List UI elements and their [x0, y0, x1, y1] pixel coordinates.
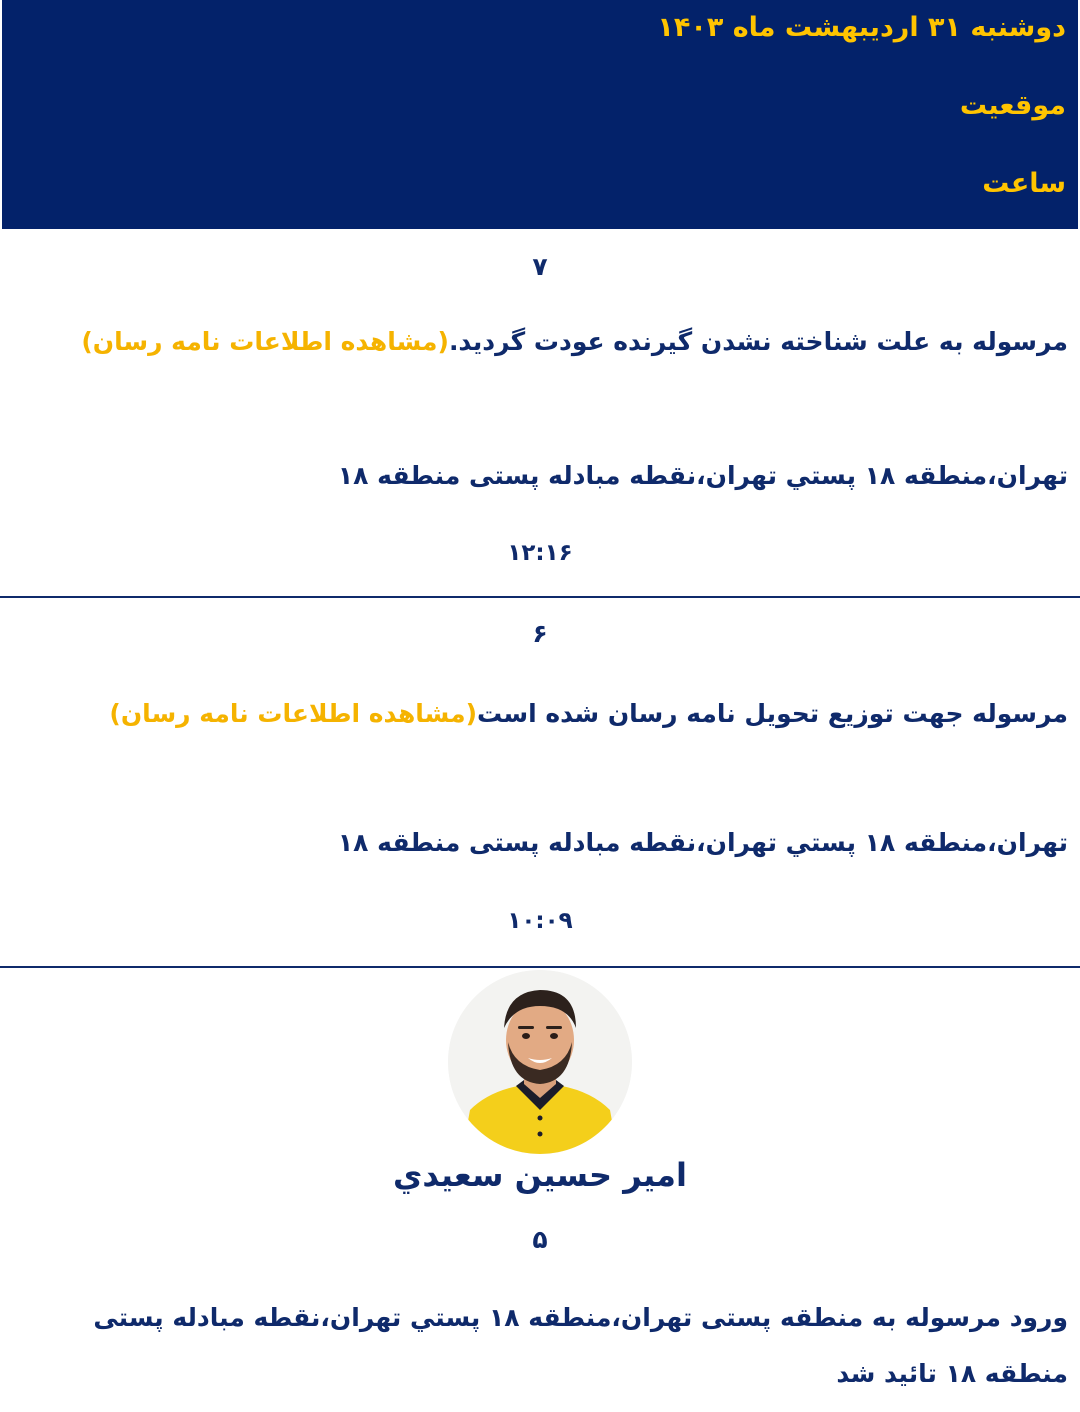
- courier-name: امير حسين سعيدي: [393, 1156, 687, 1194]
- entry-number: ۷: [532, 252, 548, 281]
- entry-time: ۱۲:۱۶: [507, 540, 573, 566]
- entry-description: ورود مرسوله به منطقه پستی تهران،منطقه ۱۸ پستي تهران،نقطه مبادله پستی منطقه ۱۸ تائید شد: [93, 1303, 1068, 1388]
- entry-number: ۵: [532, 1225, 548, 1254]
- courier-avatar: [448, 970, 632, 1154]
- entry-status-text: مرسوله به علت شناخته نشدن گیرنده عودت گردید.: [448, 327, 1068, 356]
- entry-status-text: مرسوله جهت توزیع تحویل نامه رسان شده است: [477, 699, 1068, 728]
- entry-time: ۱۰:۰۹: [507, 908, 573, 934]
- entry-divider: [0, 596, 1080, 598]
- tracking-header: [2, 0, 1078, 229]
- entry-location: تهران،منطقه ۱۸ پستي تهران،نقطه مبادله پستی منطقه ۱۸: [337, 828, 1068, 857]
- entry-number: ۶: [532, 619, 548, 648]
- entry-divider: [0, 966, 1080, 968]
- view-courier-info-link[interactable]: (مشاهده اطلاعات نامه رسان): [81, 327, 449, 356]
- entry-description: [38, 314, 1068, 370]
- entry-location: تهران،منطقه ۱۸ پستي تهران،نقطه مبادله پستی منطقه ۱۸: [337, 461, 1068, 490]
- time-label: ساعت: [982, 168, 1066, 199]
- view-courier-info-link[interactable]: (مشاهده اطلاعات نامه رسان): [109, 699, 478, 728]
- entry-description: [38, 686, 1068, 742]
- location-label: موقعیت: [959, 90, 1066, 121]
- tracking-date: دوشنبه ۳۱ اردیبهشت ماه ۱۴۰۳: [657, 12, 1066, 43]
